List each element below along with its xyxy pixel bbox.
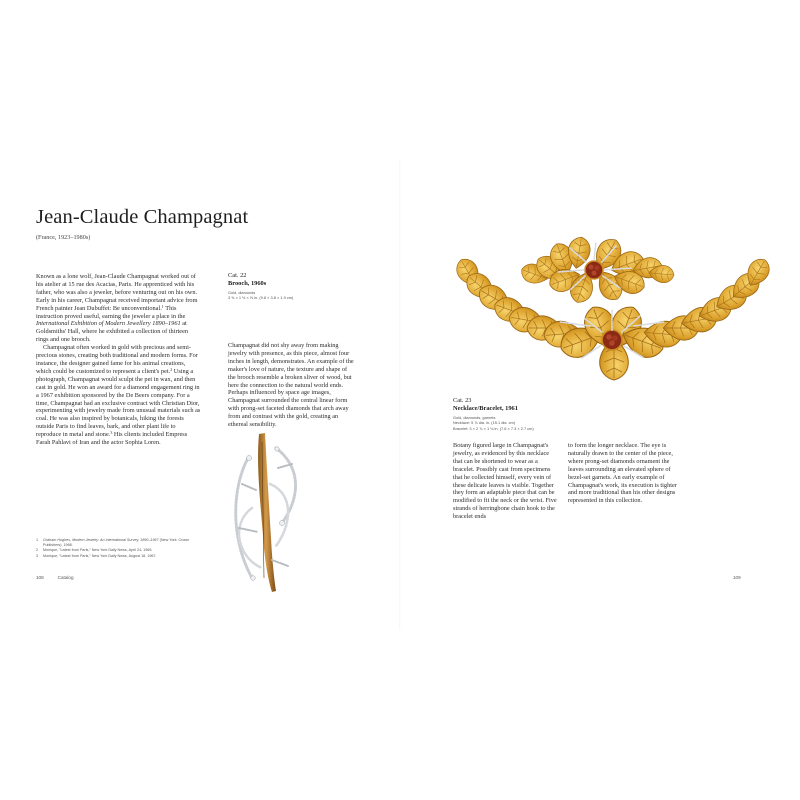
cat23-text-col2: to form the longer necklace. The eye is naturally drawn to the center of the piece, where prong-set diamonds ornament the leaves surrounding an elevated sphere of bezel-set garnets. An early example of Champagnat's work, its execution is tighter and more traditional than his other designs represented in this collection. <box>568 442 677 505</box>
cat23-materials: Gold, diamonds, garnets Necklace: 5 ⅞ dia. in. (15.1 dia. cm) Bracelet: 3 × 2 ⅞ × 1 ⅛ in. (7.6 × 7.3 × 2.7 cm) <box>453 415 534 431</box>
bio-paragraph-2: Champagnat often worked in gold with precious and semi-precious stones, creating both traditional and modern forms. For instance, the designer gained fame for his animal creations, which could be customized to represent a client's pet.$^2$ Using a photograph, Champagnat would sculpt the pet in wax, and then cast in gold. He won an award for a diamond engagement ring in a 1967 exhibition sponsored by the De Beers company. For a time, Champagnat had an exclusive contract with Christian Dior, experimenting with jewelry made from unusual materials such as coal. He was also inspired by botanicals, hiking the forests outside Paris to find leaves, bark, and other plant life to reproduce in metal and stone.$^3$ His clients included Empress Farah Pahlavi of Iran and the actor Sophia Loren. <box>36 344 201 447</box>
cat23-title: Necklace/Bracelet, 1961 <box>453 404 518 412</box>
cat23-number: Cat. 23 <box>453 397 472 404</box>
brooch-image <box>212 428 322 598</box>
left-folio: 108 Catalog <box>36 575 74 580</box>
artist-dates: (France, 1923–1980s) <box>36 234 91 241</box>
cat23-caption <box>453 397 603 431</box>
page-title: Jean-Claude Champagnat <box>36 206 249 228</box>
cat22-materials: Gold, diamonds 3 ⅝ × 1 ½ × ⅝ in. (9.8 × 3.8 × 1.9 cm) <box>228 290 294 301</box>
necklace-image <box>450 230 780 400</box>
footnotes <box>36 538 196 559</box>
page-gutter <box>399 160 401 630</box>
cat22-caption <box>228 272 368 301</box>
cat22-title: Brooch, 1960s <box>228 279 267 287</box>
running-head: Catalog <box>57 575 74 580</box>
cat23-text-col1: Botany figured large in Champagnat's jewelry, as evidenced by this necklace that can be shortened to wear as a bracelet. Possibly cast from specimens that he collected himself, every vein of these delicate leaves is visible. Together they form an adaptable piece that can be modified to fit the neck or the wrist. Five strands of herringbone chain hook to the bracelet ends <box>453 442 557 521</box>
footnote-1: 1 Graham Hughes, Modern Jewelry: An International Survey, 1890–1967 (New York: Crown Publishers), 1968. <box>36 538 190 548</box>
cat22-text: Champagnat did not shy away from making jewelry with presence, as this piece, almost four inches in length, demonstrates. An example of the maker's love of nature, the texture and shape of the brooch resemble a broken sliver of wood, but here the connection to the natural world ends. Perhaps influenced by space age images, Champagnat surrounded the central linear form with prong-set faceted diamonds that arch away from and contrast with the gold, creating an ethereal sensibility. <box>228 342 354 429</box>
footnote-3: 3 Monique, "Latest from Paris," New York Daily News, August 18, 1967. <box>36 553 157 558</box>
artist-biography <box>36 273 201 447</box>
footnote-2: 2 Monique, "Latest from Paris," New York Daily News, April 24, 1965. <box>36 548 153 553</box>
bio-paragraph-1: Known as a lone wolf, Jean-Claude Champagnat worked out of his atelier at 15 rue des Acacias, Paris. He apprenticed with his father, who was also a jeweler, before venturing out on his own. Early in his career, Champagnat received important advice from French painter Jean Dubuffet: Be unconventional.$^1$ This instruction proved useful, earning the jeweler a place in the International Exhibition of Modern Jewellery 1890–1961 at Goldsmiths' Hall, where he exhibited a collection of thirteen rings and one brooch. <box>36 273 198 344</box>
right-folio: 109 <box>733 575 741 580</box>
cat22-number: Cat. 22 <box>228 272 247 279</box>
